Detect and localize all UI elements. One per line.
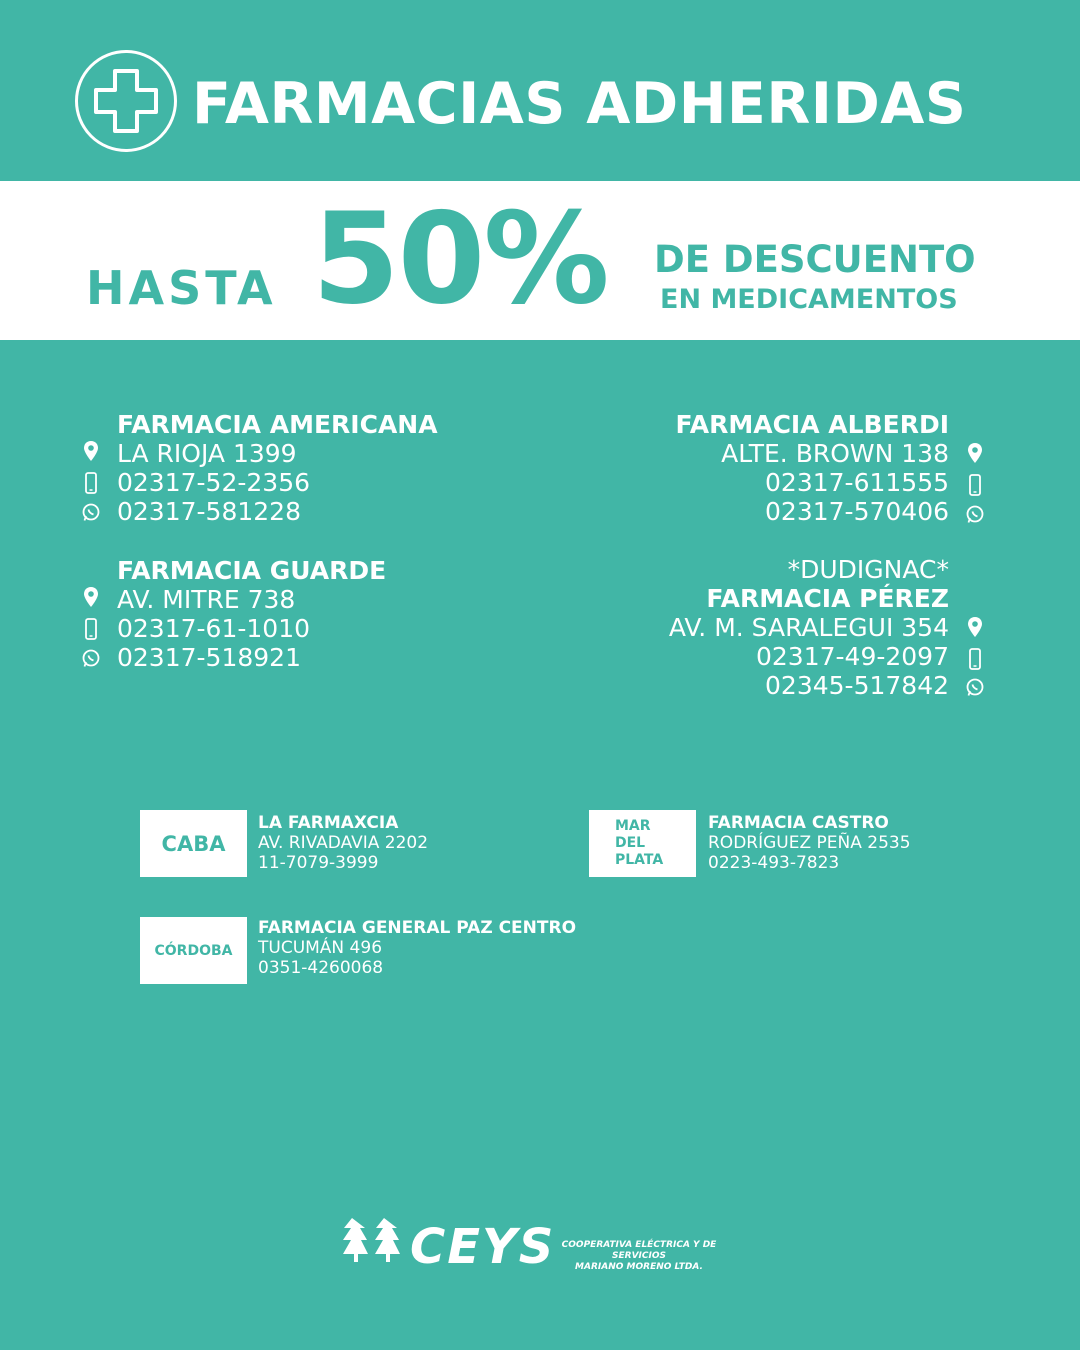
pharmacy-whatsapp: 02345-517842 <box>765 671 949 700</box>
region-badge-caba: CABA <box>140 810 247 877</box>
mobile-phone-icon <box>81 472 101 494</box>
region-pharmacy-caba <box>258 813 428 873</box>
pharmacy-address: ALTE. BROWN 138 <box>721 439 949 468</box>
map-pin-icon <box>81 586 101 608</box>
region-badge-mar-del-plata <box>589 810 696 877</box>
pharmacy-perez <box>669 555 949 700</box>
pharmacy-phone: 0223-493-7823 <box>708 853 840 873</box>
pharmacy-address: RODRÍGUEZ PEÑA 2535 <box>708 833 911 853</box>
region-pharmacy-mar-del-plata <box>708 813 911 873</box>
pharmacy-name: FARMACIA GUARDE <box>117 556 387 585</box>
pharmacy-guarde <box>117 556 386 672</box>
mobile-phone-icon <box>965 474 985 496</box>
pharmacy-name: FARMACIA AMERICANA <box>117 410 438 439</box>
whatsapp-icon <box>81 502 101 524</box>
pharmacy-phone: 02317-49-2097 <box>755 642 949 671</box>
region-pharmacy-cordoba <box>258 918 576 978</box>
map-pin-icon <box>965 616 985 638</box>
page-title: FARMACIAS ADHERIDAS <box>192 71 967 137</box>
region-line: PLATA <box>615 852 664 868</box>
pharmacy-alberdi <box>676 410 949 526</box>
pharmacy-address: TUCUMÁN 496 <box>258 938 383 958</box>
pharmacy-phone: 0351-4260068 <box>258 958 384 978</box>
pharmacy-phone: 02317-61-1010 <box>117 614 311 643</box>
region-line: MAR <box>615 818 651 834</box>
ceys-logo-text: CEYS <box>410 1219 556 1275</box>
pharmacy-name: FARMACIA PÉREZ <box>706 584 949 613</box>
region-line: DEL <box>615 835 646 851</box>
medical-cross-icon <box>75 50 177 152</box>
organization-line-2: MARIANO MORENO LTDA. <box>575 1262 703 1272</box>
pharmacy-address: LA RIOJA 1399 <box>117 439 297 468</box>
organization-line-1: COOPERATIVA ELÉCTRICA Y DE SERVICIOS <box>561 1240 717 1261</box>
whatsapp-icon <box>965 504 985 526</box>
pharmacy-address: AV. M. SARALEGUI 354 <box>668 613 949 642</box>
pharmacy-phone: 02317-611555 <box>765 468 949 497</box>
region-badge-cordoba: CÓRDOBA <box>140 917 247 984</box>
promo-line-2: EN MEDICAMENTOS <box>660 284 958 315</box>
whatsapp-icon <box>965 677 985 699</box>
pharmacy-whatsapp: 02317-570406 <box>765 497 949 526</box>
pharmacy-phone: 11-7079-3999 <box>258 853 379 873</box>
pharmacy-name: FARMACIA ALBERDI <box>675 410 949 439</box>
promo-prefix: HASTA <box>86 261 277 315</box>
organization-name <box>534 1240 744 1273</box>
ceys-tree-logo-icon <box>340 1216 408 1268</box>
pharmacy-name: FARMACIA GENERAL PAZ CENTRO <box>258 918 577 938</box>
pharmacy-address: AV. RIVADAVIA 2202 <box>258 833 429 853</box>
pharmacy-address: AV. MITRE 738 <box>117 585 296 614</box>
promo-amount: 50% <box>312 185 608 332</box>
pharmacy-name: LA FARMAXCIA <box>258 813 399 833</box>
promo-line-1: DE DESCUENTO <box>654 238 976 281</box>
mobile-phone-icon <box>965 648 985 670</box>
map-pin-icon <box>81 440 101 462</box>
pharmacy-phone: 02317-52-2356 <box>117 468 311 497</box>
pharmacy-americana <box>117 410 438 526</box>
pharmacy-whatsapp: 02317-581228 <box>117 497 301 526</box>
pharmacy-location-note: *DUDIGNAC* <box>787 555 949 584</box>
pharmacy-whatsapp: 02317-518921 <box>117 643 301 672</box>
mobile-phone-icon <box>81 618 101 640</box>
whatsapp-icon <box>81 648 101 670</box>
pharmacy-name: FARMACIA CASTRO <box>708 813 889 833</box>
map-pin-icon <box>965 442 985 464</box>
